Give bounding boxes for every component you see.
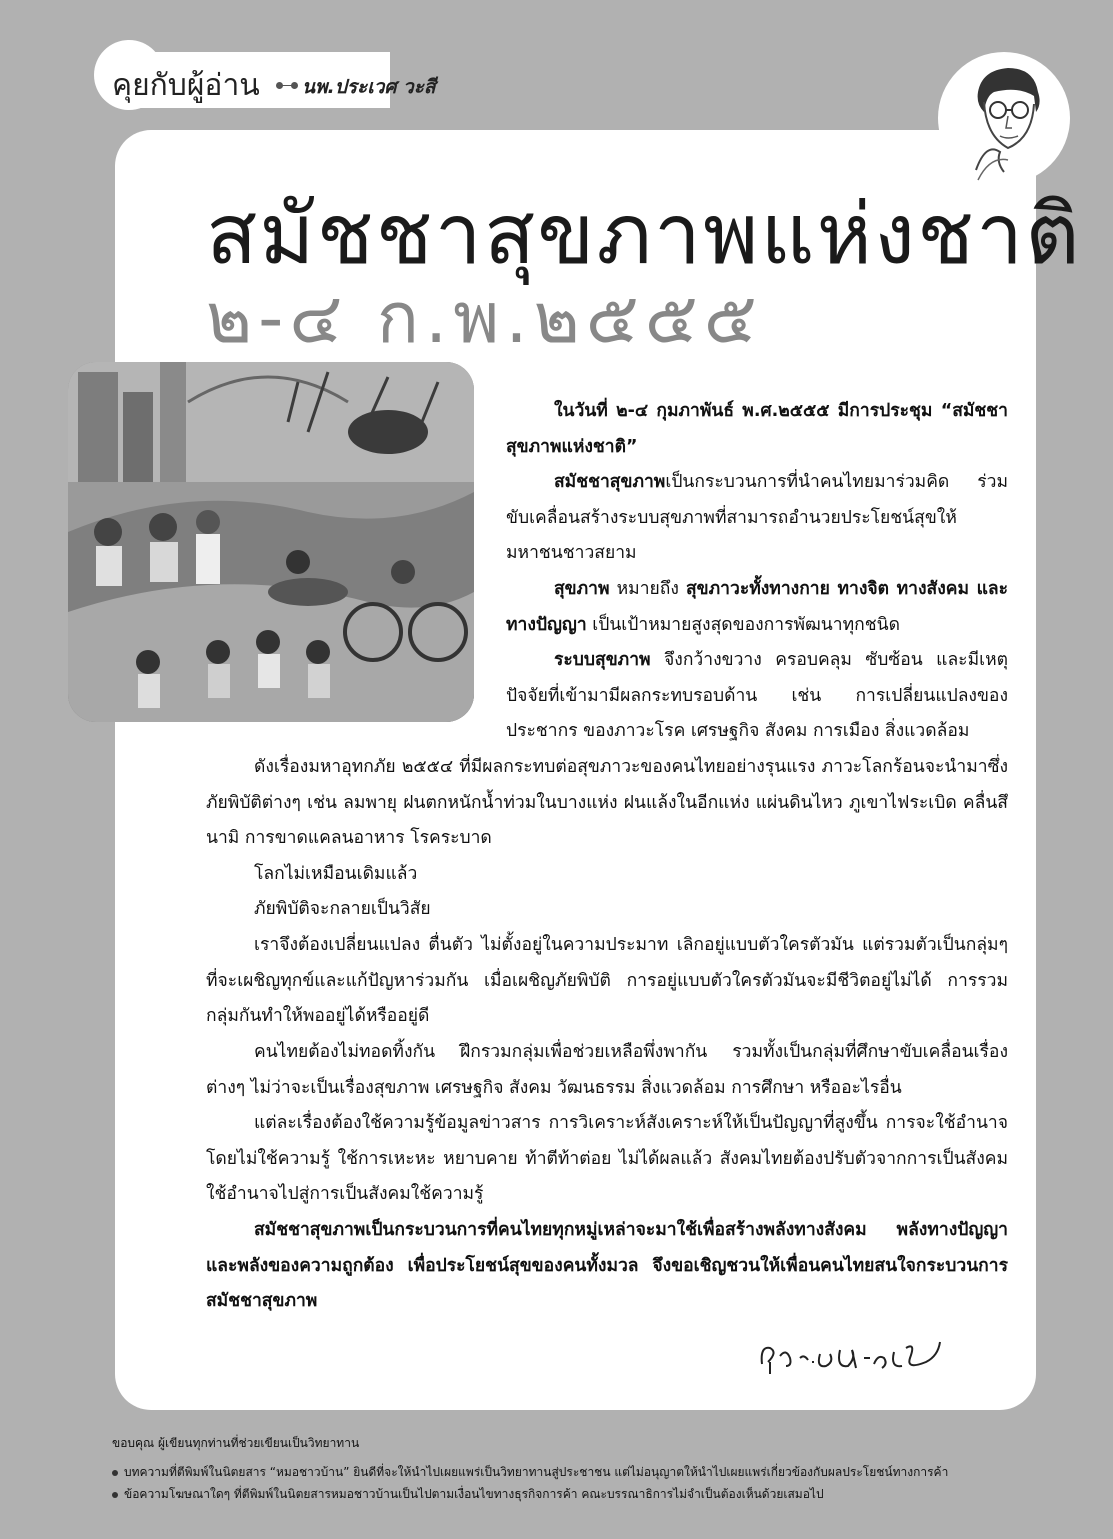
health-system-term: ระบบสุขภาพ: [554, 650, 651, 670]
footer-note-1-text: บทความที่ตีพิมพ์ในนิตยสาร “หมอชาวบ้าน” ยินดีที่จะให้นำไปเผยแพร่เป็นวิทยาทานสู่ประชาชน แต่ไม่อนุญาตให้นำไปเผยแพร่เกี่ยวข้องกับผลประโยชน์ทางการค้า: [124, 1465, 949, 1479]
health-system-text: จึงกว้างขวาง ครอบคลุม ซับซ้อน และมีเหตุปัจจัยที่เข้ามามีผลกระทบรอบด้าน เช่น การเปลี่ยนแปลงของประชากร ของภาวะโรค เศรษฐกิจ สังคม การเมือง สิ่งแวดล้อม: [506, 650, 1008, 741]
invitation-text: สมัชชาสุขภาพเป็นกระบวนการที่คนไทยทุกหมู่เหล่าจะมาใช้เพื่อสร้างพลังทางสังคม พลังทางปัญญา และพลังของความถูกต้อง เพื่อประโยชน์สุขของคนทั้งมวล จึงขอเชิญชวนให้เพื่อนคนไทยสนใจกระบวนการสมัชชาสุขภาพ: [206, 1220, 1008, 1311]
paragraph-disasters: ดังเรื่องมหาอุทกภัย ๒๕๕๔ ที่มีผลกระทบต่อสุขภาวะของคนไทยอย่างรุนแรง ภาวะโลกร้อนจะนำมาซึ่งภัยพิบัติต่างๆ เช่น ลมพายุ ฝนตกหนักน้ำท่วมในบางแห่ง ฝนแล้งในอีกแห่ง แผ่นดินไหว ภูเขาไฟระเบิด คลื่นสึนามิ การขาดแคลนอาหาร โรคระบาด: [206, 757, 1008, 848]
community-illustration: [68, 362, 474, 722]
article-date: ๒-๔ ก.พ.๒๕๕๕: [206, 277, 763, 359]
illustration-image: [68, 362, 474, 722]
paragraph-assembly: [506, 465, 1008, 572]
author-name: นพ.ประเวศ วะสี: [302, 76, 436, 98]
assembly-definition: เป็นกระบวนการที่นำคนไทยมาร่วมคิด ร่วมขับเคลื่อนสร้างระบบสุขภาพที่สามารถอำนวยประโยชน์สุขให้มหาชนชาวสยาม: [506, 472, 1008, 563]
paragraph-health: [506, 572, 1008, 643]
footer-note-2: [112, 1485, 824, 1504]
intro-text: ในวันที่ ๒-๔ กุมภาพันธ์ พ.ศ.๒๕๕๕ มีการประชุม “สมัชชาสุขภาพแห่งชาติ”: [506, 401, 1008, 457]
footer-thanks: ขอบคุณ ผู้เขียนทุกท่านที่ช่วยเขียนเป็นวิทยาทาน: [112, 1436, 360, 1450]
author-sketch-icon: [938, 52, 1070, 184]
author-portrait: [938, 52, 1070, 184]
separator-dots-icon: [276, 82, 298, 88]
paragraph-invitation: [206, 1213, 1008, 1320]
bullet-icon: [112, 1470, 118, 1476]
health-goal: เป็นเป้าหมายสูงสุดของการพัฒนาทุกชนิด: [586, 614, 900, 635]
health-term: สุขภาพ: [554, 579, 610, 599]
paragraph-health-system: [506, 643, 1008, 750]
health-mid: หมายถึง: [609, 579, 686, 599]
paragraph-intro: [506, 394, 1008, 465]
article-title: สมัชชาสุขภาพแห่งชาติ: [206, 185, 1082, 283]
assembly-term: สมัชชาสุขภาพ: [554, 472, 666, 492]
health-definition: สุขภาวะทั้งทางกาย ทางจิต ทางสังคม และทางปัญญา: [506, 579, 1008, 635]
paragraph-disaster-normal: ภัยพิบัติจะกลายเป็นวิสัย: [254, 899, 431, 919]
bullet-icon: [112, 1492, 118, 1498]
column-name: คุยกับผู้อ่าน: [112, 68, 260, 103]
author-signature: [756, 1328, 946, 1380]
paragraph-together: คนไทยต้องไม่ทอดทิ้งกัน ฝึกรวมกลุ่มเพื่อช่วยเหลือพึ่งพากัน รวมทั้งเป็นกลุ่มที่ศึกษาขับเคลื่อนเรื่องต่างๆ ไม่ว่าจะเป็นเรื่องสุขภาพ เศรษฐกิจ สังคม วัฒนธรรม สิ่งแวดล้อม การศึกษา หรืออะไรอื่น: [206, 1042, 1008, 1098]
footer-note-1: [112, 1463, 948, 1482]
paragraph-knowledge: แต่ละเรื่องต้องใช้ความรู้ข้อมูลข่าวสาร การวิเคราะห์สังเคราะห์ให้เป็นปัญญาที่สูงขึ้น การจะใช้อำนาจโดยไม่ใช้ความรู้ ใช้การเหะหะ หยาบคาย ท้าตีท้าต่อย ไม่ได้ผลแล้ว สังคมไทยต้องปรับตัวจากการเป็นสังคมใช้อำนาจไปสู่การเป็นสังคมใช้ความรู้: [206, 1113, 1008, 1204]
footer-note-2-text: ข้อความโฆษณาใดๆ ที่ตีพิมพ์ในนิตยสารหมอชาวบ้านเป็นไปตามเงื่อนไขทางธุรกิจการค้า คณะบรรณาธิการไม่จำเป็นต้องเห็นด้วยเสมอไป: [124, 1487, 824, 1501]
paragraph-world-changed: โลกไม่เหมือนเดิมแล้ว: [254, 864, 418, 884]
paragraph-change: เราจึงต้องเปลี่ยนแปลง ตื่นตัว ไม่ตั้งอยู่ในความประมาท เลิกอยู่แบบตัวใครตัวมัน แต่รวมตัวเป็นกลุ่มๆ ที่จะเผชิญทุกข์และแก้ปัญหาร่วมกัน เมื่อเผชิญภัยพิบัติ การอยู่แบบตัวใครตัวมันจะมีชีวิตอยู่ไม่ได้ การรวมกลุ่มกันทำให้พออยู่ได้หรืออยู่ดี: [206, 935, 1008, 1026]
